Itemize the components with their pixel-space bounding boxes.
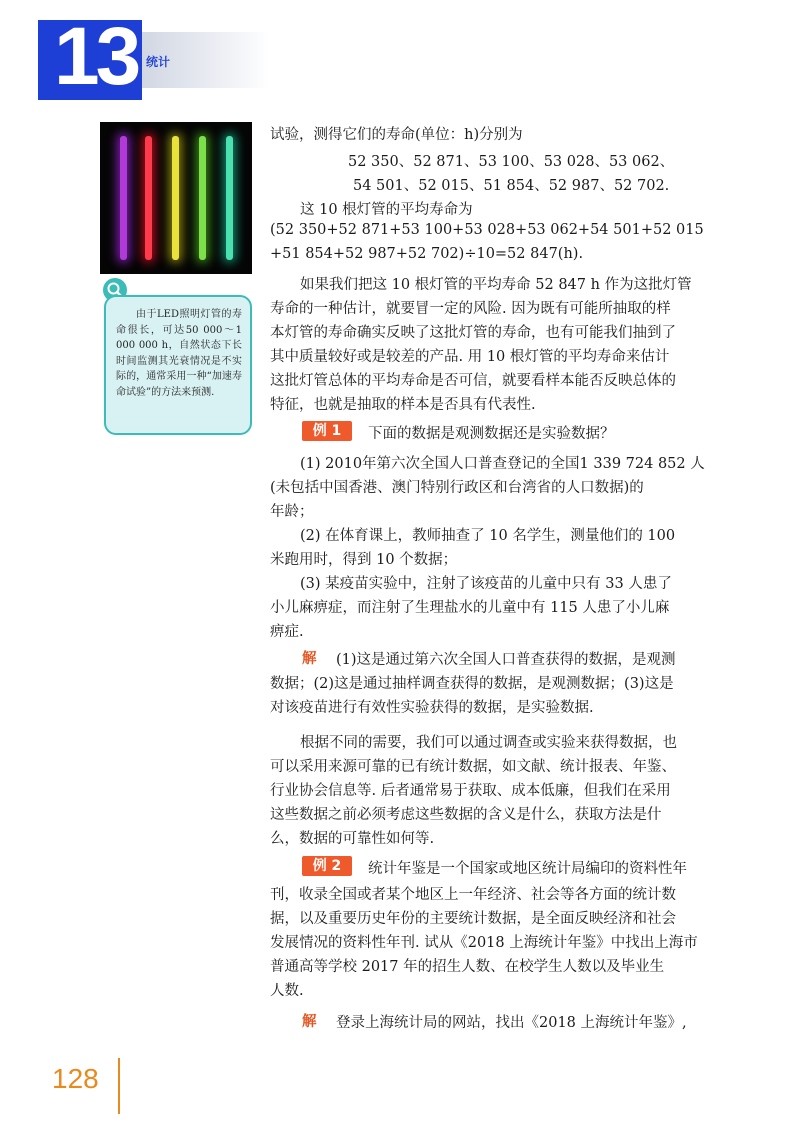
example-2-label: 例 2 [302, 856, 352, 876]
body-line: 统计年鉴是一个国家或地区统计局编印的资料性年 [368, 861, 687, 877]
body-line: 其中质量较好或是较差的产品. 用 10 根灯管的平均寿命来估计 [270, 349, 670, 365]
body-line: 52 350、52 871、53 100、53 028、53 062、 [348, 154, 675, 170]
body-line: 54 501、52 015、51 854、52 987、52 702. [353, 178, 670, 194]
led-tube [226, 136, 233, 260]
example-1-label: 例 1 [302, 421, 352, 441]
body-line: (未包括中国香港、澳门特别行政区和台湾省的人口数据)的 [270, 480, 644, 496]
led-tubes-photo [100, 122, 252, 274]
body-line: 这批灯管总体的平均寿命是否可信，就要看样本能否反映总体的 [270, 373, 676, 389]
example-1-question: 下面的数据是观测数据还是实验数据？ [368, 426, 615, 442]
solution-label: 解 [302, 1014, 317, 1030]
body-line: 本灯管的寿命确实反映了这批灯管的寿命，也有可能我们抽到了 [270, 325, 676, 341]
side-note: 由于LED照明灯管的寿命很长，可达50 000～1 000 000 h，自然状态下长时间监测其光衰情况是不实际的，通常采用一种“加速寿命试验”的方法来预测. [104, 295, 252, 435]
page-number: 128 [52, 1063, 99, 1094]
body-line: 根据不同的需要，我们可以通过调查或实验来获得数据，也 [300, 735, 677, 751]
body-line: 试验，测得它们的寿命(单位：h)分别为 [270, 127, 523, 143]
body-line: 这 10 根灯管的平均寿命为 [300, 202, 473, 218]
body-line: 么，数据的可靠性如何等. [270, 831, 435, 847]
body-line: (52 350+52 871+53 100+53 028+53 062+54 501+52 015 [270, 222, 704, 238]
body-line: 可以采用来源可靠的已有统计数据，如文献、统计报表、年鉴、 [270, 759, 676, 775]
body-line: 寿命的一种估计，就要冒一定的风险. 因为既有可能所抽取的样 [270, 301, 671, 317]
body-line: 如果我们把这 10 根灯管的平均寿命 52 847 h 作为这批灯管 [300, 277, 692, 293]
body-line: 刊，收录全国或者某个地区上一年经济、社会等各方面的统计数 [270, 887, 676, 903]
body-line: 特征，也就是抽取的样本是否具有代表性. [270, 397, 536, 413]
body-line: 普通高等学校 2017 年的招生人数、在校学生人数以及毕业生 [270, 959, 665, 975]
body-line: 痹症. [270, 624, 304, 640]
body-line: 发展情况的资料性年刊. 试从《2018 上海统计年鉴》中找出上海市 [270, 935, 698, 951]
body-line: 行业协会信息等. 后者通常易于获取、成本低廉，但我们在采用 [270, 783, 671, 799]
body-line: 人数. [270, 983, 304, 999]
body-line: 登录上海统计局的网站，找出《2018 上海统计年鉴》, [336, 1015, 687, 1031]
led-tube [145, 136, 152, 260]
body-line: (1)这是通过第六次全国人口普查获得的数据，是观测 [336, 652, 676, 668]
led-tube [172, 136, 179, 260]
body-line: 对该疫苗进行有效性实验获得的数据，是实验数据. [270, 700, 594, 716]
body-line: 米跑用时，得到 10 个数据； [270, 552, 458, 568]
body-line: +51 854+52 987+52 702)÷10=52 847(h). [270, 246, 584, 262]
chapter-title-band [120, 32, 270, 88]
solution-label: 解 [302, 651, 317, 667]
body-line: 这些数据之前必须考虑这些数据的含义是什么，获取方法是什 [270, 807, 662, 823]
chapter-number: 13 [54, 11, 138, 102]
body-line: (2) 在体育课上，教师抽查了 10 名学生，测量他们的 100 [300, 528, 676, 544]
body-line: 年龄； [270, 504, 314, 520]
chapter-title: 统计 [146, 55, 171, 69]
body-line: 小儿麻痹症，而注射了生理盐水的儿童中有 115 人患了小儿麻 [270, 600, 670, 616]
body-line: 据，以及重要历史年份的主要统计数据，是全面反映经济和社会 [270, 911, 676, 927]
body-line: 数据；(2)这是通过抽样调查获得的数据，是观测数据；(3)这是 [270, 676, 674, 692]
page-number-divider [118, 1058, 120, 1114]
led-tube [120, 136, 127, 260]
led-tube [199, 136, 206, 260]
body-line: (1) 2010年第六次全国人口普查登记的全国1 339 724 852 人 [300, 456, 705, 472]
body-line: (3) 某疫苗实验中，注射了该疫苗的儿童中只有 33 人患了 [300, 576, 672, 592]
